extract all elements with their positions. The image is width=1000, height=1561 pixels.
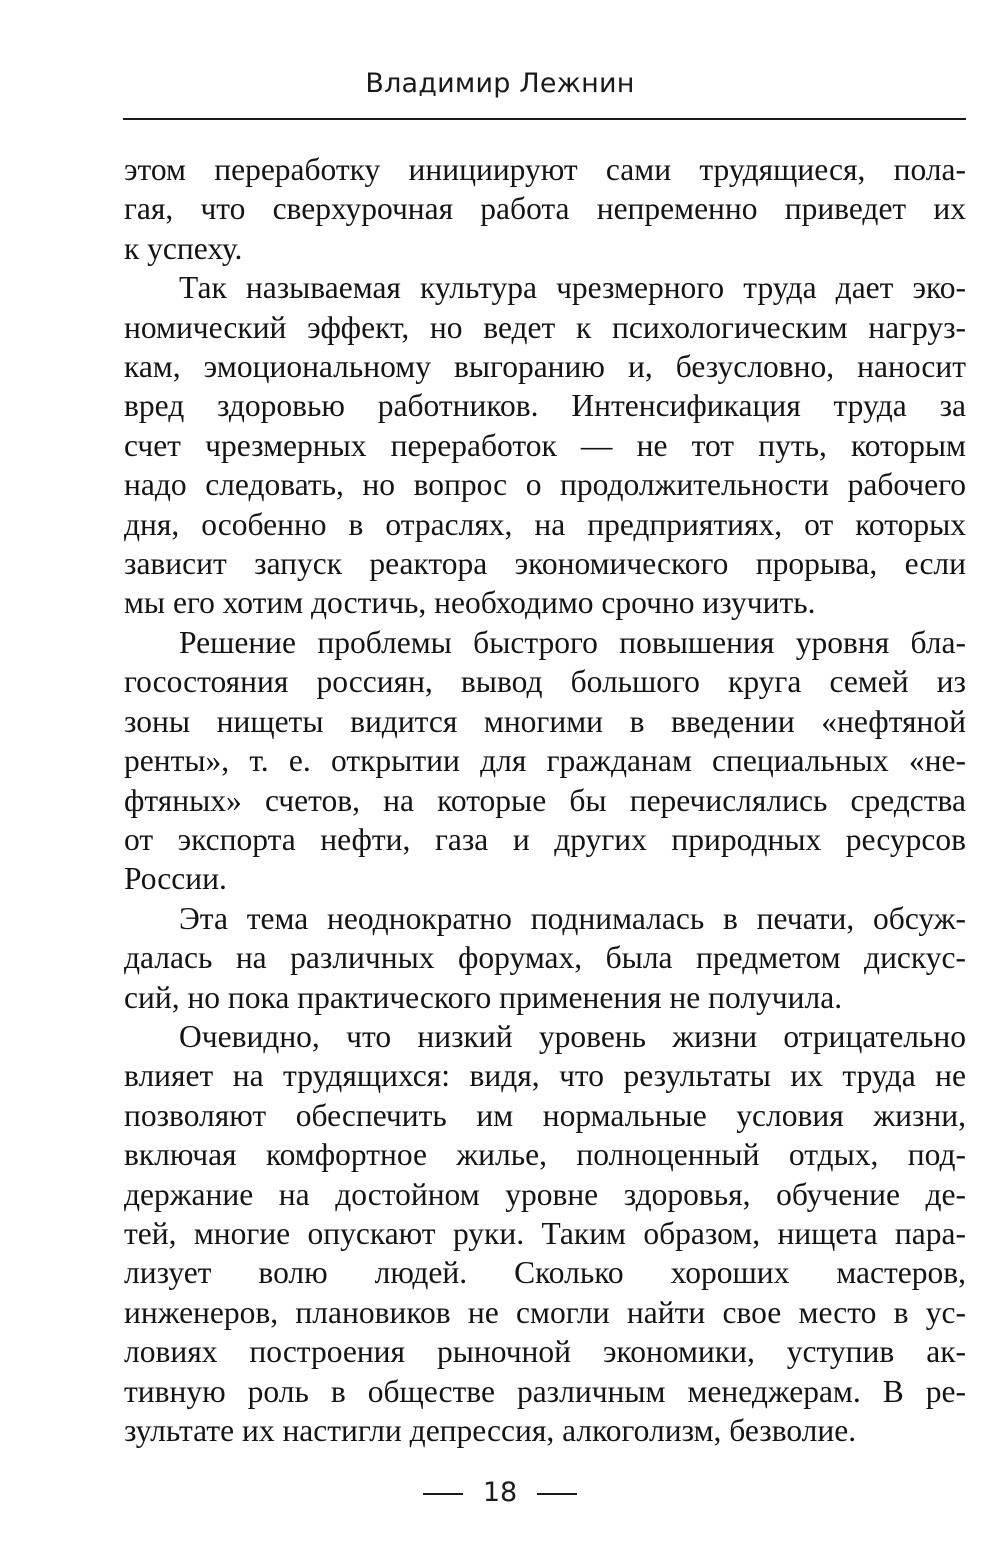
text-line: Так называемая культура чрезмерного труда дает эко- [179, 270, 966, 306]
page-folio [0, 1477, 1000, 1508]
folio-dash-left [423, 1493, 463, 1495]
text-line: России. [124, 861, 227, 897]
paragraph [124, 1017, 966, 1450]
paragraph [124, 899, 966, 1017]
text-line: Очевидно, что низкий уровень жизни отрицательно [179, 1018, 966, 1054]
paragraph [124, 268, 966, 623]
text-line: вред здоровью работников. Интенсификация труда за [124, 388, 966, 424]
paragraph [124, 623, 966, 899]
text-line: тей, многие опускают руки. Таким образом, нищета пара- [124, 1215, 966, 1251]
text-line: гая, что сверхурочная работа непременно приведет их [124, 191, 966, 227]
text-line: мы его хотим достичь, необходимо срочно изучить. [124, 585, 816, 621]
text-line: зультате их настигли депрессия, алкоголизм, безволие. [124, 1413, 857, 1448]
text-line: фтяных» счетов, на которые бы перечислялись средства [124, 782, 966, 818]
text-line: держание на достойном уровне здоровья, обучение де- [124, 1176, 966, 1212]
paragraph [124, 150, 966, 268]
text-line: Решение проблемы быстрого повышения уровня бла- [179, 624, 966, 660]
text-line: далась на различных форумах, была предметом дискус- [124, 940, 966, 976]
text-line: влияет на трудящихся: видя, что результаты их труда не [124, 1058, 966, 1094]
text-line: номический эффект, но ведет к психологическим нагруз- [124, 309, 966, 345]
text-line: надо следовать, но вопрос о продолжительности рабочего [124, 467, 966, 503]
body-text [124, 150, 966, 1450]
text-line: Эта тема неоднократно поднималась в печати, обсуж- [179, 900, 966, 936]
text-line: зависит запуск реактора экономического прорыва, если [124, 546, 966, 582]
text-line: ренты», т. е. открытии для гражданам специальных «не- [124, 743, 966, 779]
text-line: госостояния россиян, вывод большого круга семей из [124, 664, 966, 700]
text-line: к успеху. [124, 230, 243, 266]
text-line: кам, эмоциональному выгоранию и, безусловно, наносит [124, 349, 966, 385]
text-line: этом переработку инициируют сами трудящиеся, пола- [124, 152, 966, 187]
text-line: позволяют обеспечить им нормальные условия жизни, [124, 1097, 966, 1133]
text-line: лизует волю людей. Сколько хороших мастеров, [124, 1255, 966, 1291]
text-line: дня, особенно в отраслях, на предприятиях, от которых [124, 506, 966, 542]
text-line: зоны нищеты видится многими в введении «нефтяной [124, 703, 966, 739]
text-line: сий, но пока практического применения не получила. [124, 979, 843, 1015]
text-line: тивную роль в обществе различным менеджерам. В ре- [124, 1373, 966, 1409]
running-head: Владимир Лежнин [365, 68, 635, 99]
page-number: 18 [482, 1477, 518, 1508]
folio-dash-right [537, 1493, 577, 1495]
text-line: от экспорта нефти, газа и других природных ресурсов [124, 821, 966, 857]
header-rule [123, 118, 966, 120]
text-line: счет чрезмерных переработок — не тот путь, которым [124, 427, 966, 463]
text-line: инженеров, плановиков не смогли найти свое место в ус- [124, 1294, 966, 1330]
text-line: ловиях построения рыночной экономики, уступив ак- [124, 1334, 966, 1370]
text-line: включая комфортное жилье, полноценный отдых, под- [124, 1137, 966, 1173]
